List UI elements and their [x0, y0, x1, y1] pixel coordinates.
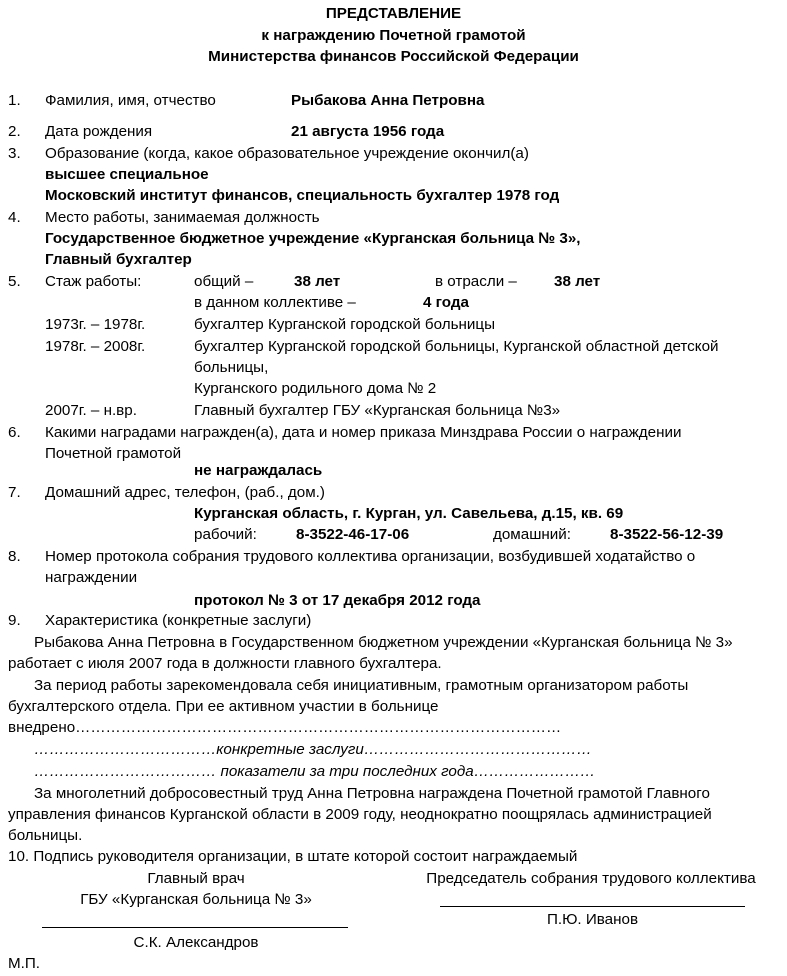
- item6-number: 6.: [8, 424, 21, 441]
- item5-number: 5.: [8, 273, 21, 290]
- item5-total-label: общий –: [194, 273, 254, 290]
- characteristic-paragraph: Рыбакова Анна Петровна в Государственном бюджетном учреждении «Курганская больница № 3»: [34, 634, 733, 651]
- item4-value-organization: Государственное бюджетное учреждение «Курганская больница № 3»,: [45, 230, 581, 247]
- item2-value: 21 августа 1956 года: [291, 123, 445, 140]
- item6-label-cont: Почетной грамотой: [45, 445, 182, 462]
- history-text: Главный бухгалтер ГБУ «Курганская больница №3»: [194, 402, 561, 419]
- characteristic-paragraph: больницы.: [8, 827, 83, 844]
- stamp-place: М.П.: [8, 955, 41, 972]
- item2-number: 2.: [8, 123, 21, 140]
- history-period: 1973г. – 1978г.: [45, 316, 146, 333]
- item5-label: Стаж работы:: [45, 273, 142, 290]
- item10-label: 10. Подпись руководителя организации, в штате которой состоит награждаемый: [8, 848, 578, 865]
- item3-value-institution: Московский институт финансов, специальность бухгалтер 1978 год: [45, 187, 560, 204]
- item3-value-level: высшее специальное: [45, 166, 209, 183]
- history-text-cont: Курганского родильного дома № 2: [194, 380, 437, 397]
- item6-label: Какими наградами награжден(а), дата и номер приказа Минздрава России о награждении: [45, 424, 682, 441]
- item9-number: 9.: [8, 612, 21, 629]
- item8-label: Номер протокола собрания трудового коллектива организации, возбудившей ходатайство о: [45, 548, 696, 565]
- doc-subtitle-ministry: Министерства финансов Российской Федерации: [208, 48, 579, 65]
- left-signature-line: [42, 927, 348, 928]
- item5-industry-label: в отрасли –: [435, 273, 517, 290]
- item9-label: Характеристика (конкретные заслуги): [45, 612, 312, 629]
- item6-value: не награждалась: [194, 462, 323, 479]
- item8-number: 8.: [8, 548, 21, 565]
- item7-home-phone: 8-3522-56-12-39: [610, 526, 724, 543]
- item8-value: протокол № 3 от 17 декабря 2012 года: [194, 592, 481, 609]
- right-signer-name: П.Ю. Иванов: [546, 911, 639, 928]
- characteristic-paragraph: бухгалтерского отдела. При ее активном участии в больнице: [8, 698, 439, 715]
- item4-value-position: Главный бухгалтер: [45, 251, 192, 268]
- history-text: бухгалтер Курганской городской больницы, Курганской областной детской: [194, 338, 719, 355]
- item7-address: Курганская область, г. Курган, ул. Савельева, д.15, кв. 69: [194, 505, 624, 522]
- right-signer-title: Председатель собрания трудового коллектива: [426, 870, 756, 887]
- doc-title: ПРЕДСТАВЛЕНИЕ: [325, 5, 462, 22]
- item7-number: 7.: [8, 484, 21, 501]
- item1-value: Рыбакова Анна Петровна: [291, 92, 485, 109]
- item3-number: 3.: [8, 145, 21, 162]
- characteristic-paragraph: управления финансов Курганской области в 2009 году, неоднократно поощрялась администрацией: [8, 806, 712, 823]
- item5-total-value: 38 лет: [294, 273, 341, 290]
- characteristic-placeholder: внедрено……………………………………………………………………………………: [8, 719, 562, 736]
- characteristic-placeholder-indicators: ……………………………… показатели за три последних года……………………: [34, 763, 596, 780]
- characteristic-placeholder-merits: ………………………………конкретные заслуги………………………………………: [34, 741, 592, 758]
- history-period: 2007г. – н.вр.: [45, 402, 137, 419]
- item1-label: Фамилия, имя, отчество: [45, 92, 216, 109]
- history-text: бухгалтер Курганской городской больницы: [194, 316, 495, 333]
- item5-industry-value: 38 лет: [554, 273, 601, 290]
- characteristic-paragraph: За многолетний добросовестный труд Анна Петровна награждена Почетной грамотой Главного: [34, 785, 710, 802]
- history-period: 1978г. – 2008г.: [45, 338, 146, 355]
- item7-work-label: рабочий:: [194, 526, 257, 543]
- history-text-cont: больницы,: [194, 359, 269, 376]
- item3-label: Образование (когда, какое образовательное учреждение окончил(а): [45, 145, 529, 162]
- item4-number: 4.: [8, 209, 21, 226]
- item5-team-value: 4 года: [423, 294, 469, 311]
- item5-team-label: в данном коллективе –: [194, 294, 356, 311]
- item2-label: Дата рождения: [45, 123, 153, 140]
- item7-work-phone: 8-3522-46-17-06: [296, 526, 410, 543]
- item8-label-cont: награждении: [45, 569, 138, 586]
- item7-label: Домашний адрес, телефон, (раб., дом.): [45, 484, 325, 501]
- item4-label: Место работы, занимаемая должность: [45, 209, 320, 226]
- characteristic-paragraph: работает с июля 2007 года в должности главного бухгалтера.: [8, 655, 442, 672]
- doc-subtitle: к награждению Почетной грамотой: [261, 27, 526, 44]
- item7-home-label: домашний:: [493, 526, 571, 543]
- right-signature-line: [440, 906, 745, 907]
- left-signer-organization: ГБУ «Курганская больница № 3»: [80, 891, 312, 908]
- characteristic-paragraph: За период работы зарекомендовала себя инициативным, грамотным организатором работы: [34, 677, 689, 694]
- left-signer-name: С.К. Александров: [133, 934, 259, 951]
- left-signer-title: Главный врач: [147, 870, 245, 887]
- item1-number: 1.: [8, 92, 21, 109]
